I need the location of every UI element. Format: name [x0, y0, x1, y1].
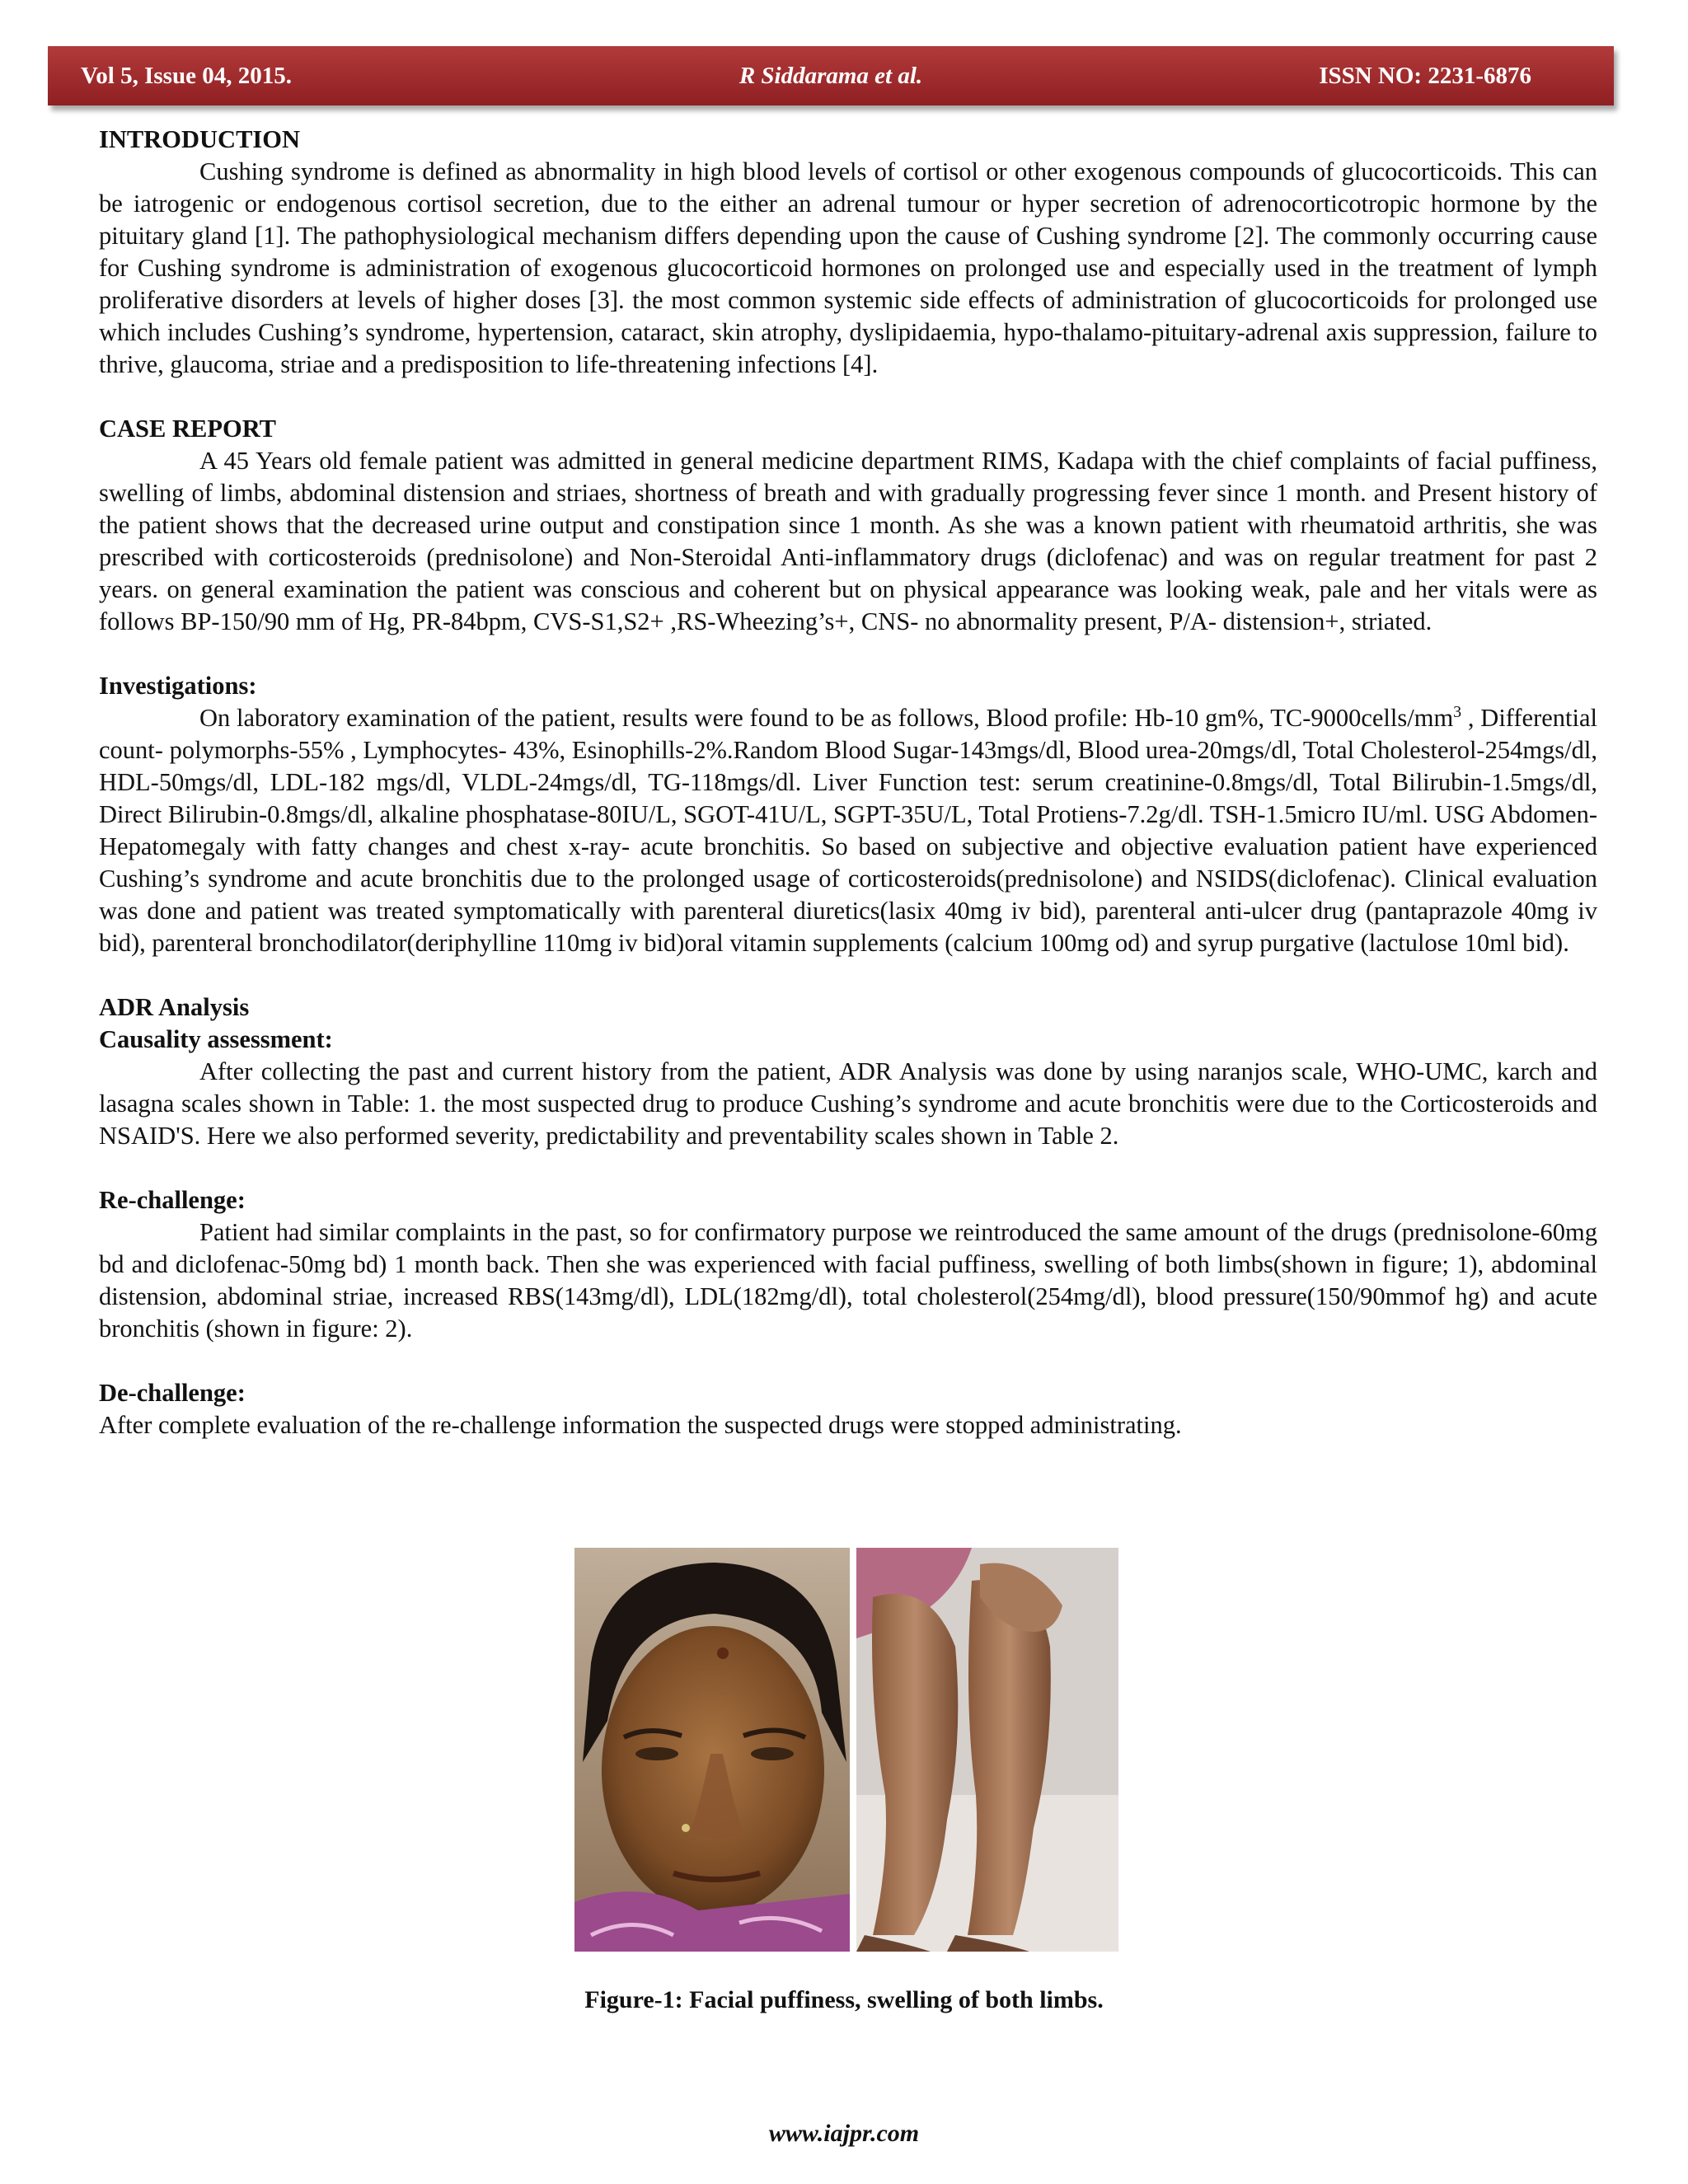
investigations-text-part2: , Differential count- polymorphs-55% , Lymphocytes- 43%, Esinophills-2%.Random Blood Sugar-143mgs/dl, Blood urea-20mgs/dl, Total Cholesterol-254mgs/dl, HDL-50mgs/dl, LDL-182 mgs/dl, VLDL-24mgs/dl, TG-118mgs/dl. Liver Function test: serum creatinine-0.8mgs/dl, Total Bilirubin-1.5mgs/dl, Direct Bilirubin-0.8mgs/dl, alkaline phosphatase-80IU/L, SGOT-41U/L, SGPT-35U/L, Total Protiens-7.2g/dl. TSH-1.5micro IU/ml. USG Abdomen- Hepatomegaly with fatty changes and chest x-ray- acute bronchitis. So based on subjective and objective evaluation patient have experienced Cushing’s syndrome and acute bronchitis due to the prolonged usage of corticosteroids(prednisolone) and NSIDS(diclofenac). Clinical evaluation was done and patient was treated symptomatically with parenteral diuretics(lasix 40mg iv bid), parenteral anti-ulcer drug (pantaprazole 40mg iv bid), parenteral bronchodilator(deriphylline 110mg iv bid)oral vitamin supplements (calcium 100mg od) and syrup purgative (lactulose 10ml bid). [99, 704, 1597, 957]
adr-paragraph: After collecting the past and current history from the patient, ADR Analysis was done by using naranjos scale, WHO-UMC, karch and lasagna scales shown in Table: 1. the most suspected drug to produce Cushing’s syndrome and acute bronchitis were due to the Corticosteroids and NSAID'S. Here we also performed severity, predictability and preventability scales shown in Table 2. [99, 1057, 1597, 1150]
superscript-three: 3 [1453, 702, 1462, 721]
header-volume-issue: Vol 5, Issue 04, 2015. [81, 63, 292, 89]
causality-subheading: Causality assessment: [99, 1025, 333, 1053]
article-body [99, 124, 1597, 1441]
patient-legs-photo [856, 1548, 1118, 1952]
case-report-paragraph: A 45 Years old female patient was admitted in general medicine department RIMS, Kadapa with the chief complaints of facial puffiness, swelling of limbs, abdominal distension and striaes, shortness of breath and with gradually progressing fever since 1 month. and Present history of the patient shows that the decreased urine output and constipation since 1 month. As she was a known patient with rheumatoid arthritis, she was prescribed with corticosteroids (prednisolone) and Non-Steroidal Anti-inflammatory drugs (diclofenac) and was on regular treatment for past 2 years. on general examination the patient was conscious and coherent but on physical appearance was looking weak, pale and her vitals were as follows BP-150/90 mm of Hg, PR-84bpm, CVS-S1,S2+ ,RS-Wheezing’s+, CNS- no abnormality present, P/A- distension+, striated. [99, 447, 1597, 635]
footer-website: www.iajpr.com [768, 2120, 920, 2147]
investigations-text-part1: On laboratory examination of the patient, results were found to be as follows, Blood profile: Hb-10 gm%, TC-9000cells/mm [199, 704, 1454, 732]
patient-face-photo [574, 1548, 850, 1952]
figure-1 [574, 1548, 1118, 1952]
intro-paragraph: Cushing syndrome is defined as abnormality in high blood levels of cortisol or other exogenous compounds of glucocorticoids. This can be iatrogenic or endogenous cortisol secretion, due to the either an adrenal tumour or hyper secretion of adrenocorticotropic hormone by the pituitary gland [1]. The pathophysiological mechanism differs depending upon the cause of Cushing syndrome [2]. The commonly occurring cause for Cushing syndrome is administration of exogenous glucocorticoid hormones on prolonged use and especially used in the treatment of lymph proliferative disorders at levels of higher doses [3]. the most common systemic side effects of administration of glucocorticoids for prolonged use which includes Cushing’s syndrome, hypertension, cataract, skin atrophy, dyslipidaemia, hypo-thalamo-pituitary-adrenal axis suppression, failure to thrive, glaucoma, striae and a predisposition to life-threatening infections [4]. [99, 157, 1597, 378]
dechallenge-paragraph: After complete evaluation of the re-challenge information the suspected drugs were stopped administrating. [99, 1411, 1182, 1439]
dechallenge-heading: De-challenge: [99, 1379, 246, 1407]
rechallenge-heading: Re-challenge: [99, 1186, 246, 1214]
intro-heading: INTRODUCTION [99, 125, 301, 153]
rechallenge-paragraph: Patient had similar complaints in the past, so for confirmatory purpose we reintroduced the same amount of the drugs (prednisolone-60mg bd and diclofenac-50mg bd) 1 month back. Then she was experienced with facial puffiness, swelling of both limbs(shown in figure; 1), abdominal distension, abdominal striae, increased RBS(143mg/dl), LDL(182mg/dl), total cholesterol(254mg/dl), blood pressure(150/90mmof hg) and acute bronchitis (shown in figure: 2). [99, 1218, 1597, 1343]
case-report-heading: CASE REPORT [99, 415, 277, 443]
journal-header-bar [48, 46, 1614, 105]
face-photo-drawing [574, 1548, 850, 1952]
adr-heading: ADR Analysis [99, 993, 250, 1021]
investigations-paragraph [99, 702, 1597, 959]
legs-photo-drawing [856, 1548, 1118, 1952]
page-number [1630, 1838, 1688, 2003]
header-authors: R Siddarama et al. [738, 63, 923, 89]
investigations-heading: Investigations: [99, 672, 257, 700]
figure-caption: Figure-1: Facial puffiness, swelling of both limbs. [584, 1986, 1104, 2013]
header-issn: ISSN NO: 2231-6876 [1319, 63, 1531, 89]
